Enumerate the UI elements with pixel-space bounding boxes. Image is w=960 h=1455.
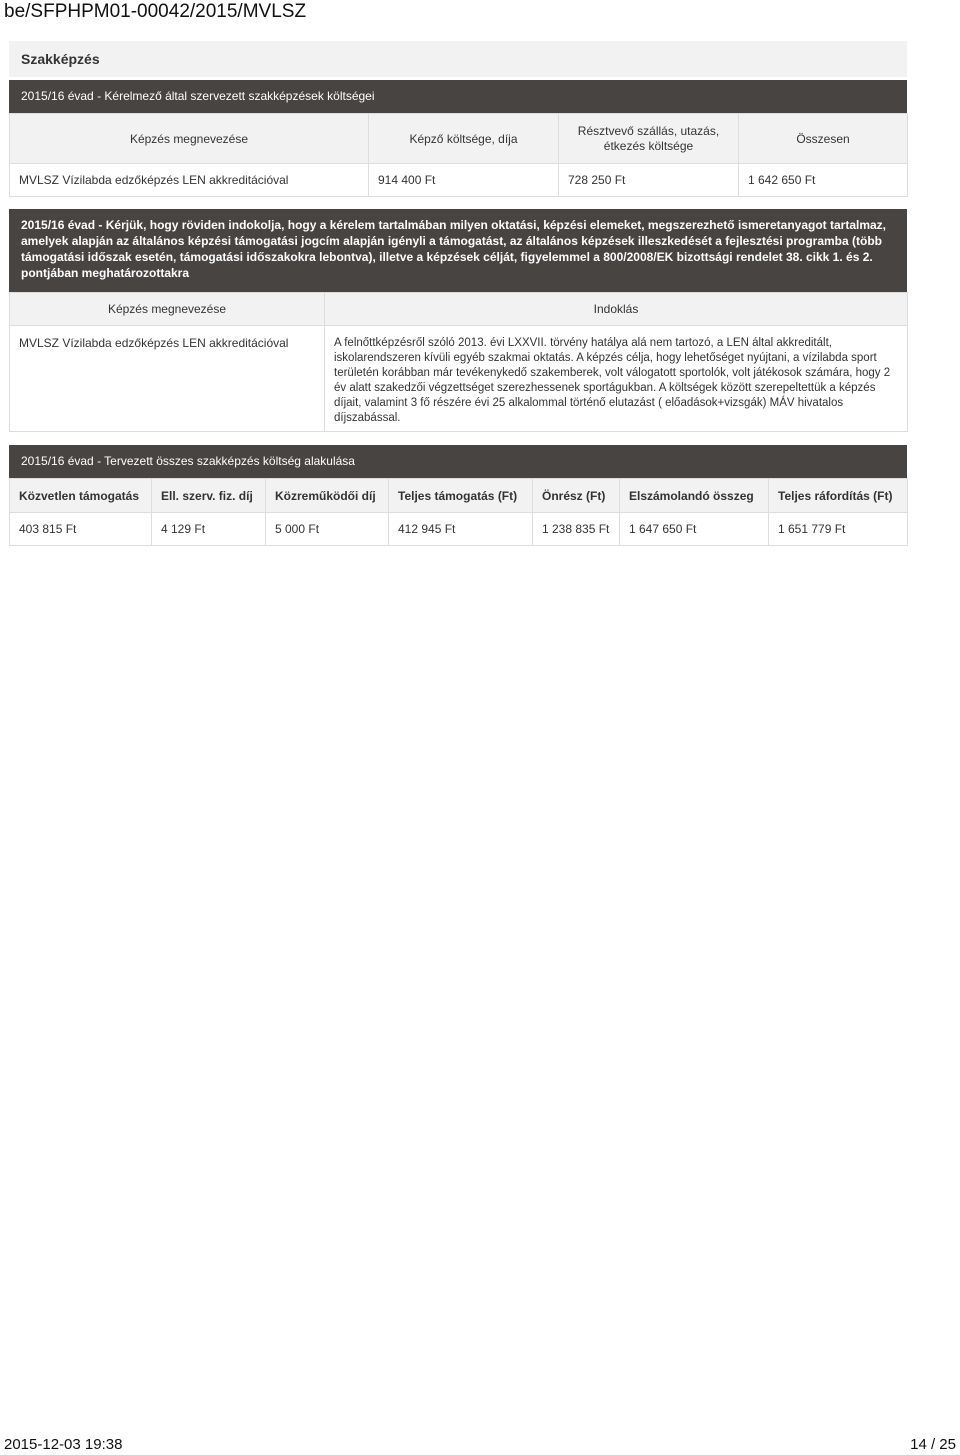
header-intermediary-fee: Közreműködői díj <box>266 479 389 513</box>
cell-total-support: 412 945 Ft <box>389 513 533 546</box>
cell-total-expenditure: 1 651 779 Ft <box>769 513 908 546</box>
justification-panel <box>9 209 907 432</box>
header-total-support: Teljes támogatás (Ft) <box>389 479 533 513</box>
cell-training-name: MVLSZ Vízilabda edzőképzés LEN akkreditációval <box>10 326 325 432</box>
cell-accountable-amount: 1 647 650 Ft <box>620 513 769 546</box>
header-total-expenditure: Teljes ráfordítás (Ft) <box>769 479 908 513</box>
header-direct-support: Közvetlen támogatás <box>10 479 152 513</box>
footer-timestamp: 2015-12-03 19:38 <box>4 1436 123 1453</box>
cell-training-name: MVLSZ Vízilabda edzőképzés LEN akkreditációval <box>10 164 369 197</box>
header-control-fee: Ell. szerv. fiz. díj <box>152 479 266 513</box>
header-participant-cost: Résztvevő szállás, utazás, étkezés költsége <box>559 114 739 164</box>
cell-total: 1 642 650 Ft <box>739 164 908 197</box>
document-id: be/SFPHPM01-00042/2015/MVLSZ <box>4 1 307 22</box>
header-training-name: Képzés megnevezése <box>10 293 325 326</box>
header-training-name: Képzés megnevezése <box>10 114 369 164</box>
table-row <box>10 164 908 197</box>
footer-page-number: 14 / 25 <box>910 1436 956 1453</box>
cell-trainer-cost: 914 400 Ft <box>369 164 559 197</box>
cell-control-fee: 4 129 Ft <box>152 513 266 546</box>
cell-intermediary-fee: 5 000 Ft <box>266 513 389 546</box>
cell-direct-support: 403 815 Ft <box>10 513 152 546</box>
costs-panel-title: 2015/16 évad - Kérelmező által szervezett szakképzések költségei <box>9 80 907 113</box>
cell-reason: A felnőttképzésről szóló 2013. évi LXXVII. törvény hatálya alá nem tartozó, a LEN által akkreditált, iskolarendszeren kívüli egyéb szakmai oktatás. A képzés célja, hogy lehetőséget nyújtani, a vízilabda sport területén korábban már tevékenykedő szakemberek, volt válogatott sportolók, volt játékosok számára, hogy 2 év alatt szakedzői végzettséget szerezhessenek sportágukban. A költségek között szerepeltettük a képzés díjait, valamint 3 fő részére évi 25 alkalommal történő elutazást ( előadások+vizsgák) MÁV hivatalos díjszabással. <box>325 326 908 432</box>
justification-header-row <box>10 293 908 326</box>
costs-panel <box>9 80 907 197</box>
header-total: Összesen <box>739 114 908 164</box>
costs-table <box>9 113 908 197</box>
justification-panel-title: 2015/16 évad - Kérjük, hogy röviden indokolja, hogy a kérelem tartalmában milyen oktatási, képzési elemeket, megszerezhető ismeretanyagot tartalmaz, amelyek alapján az általános képzési támogatási jogcím alapján igényli a támogatást, az általános képzések illeszkedését a fejlesztési programba (több támogatási időszak esetén, támogatási időszakokra lebontva), illetve a képzések célját, figyelemmel a 800/2008/EK bizottsági rendelet 38. cikk 1. és 2. pontjában meghatározottakra <box>9 209 907 292</box>
header-own-share: Önrész (Ft) <box>533 479 620 513</box>
summary-table <box>9 478 908 546</box>
summary-header-row <box>10 479 908 513</box>
cell-own-share: 1 238 835 Ft <box>533 513 620 546</box>
header-accountable-amount: Elszámolandó összeg <box>620 479 769 513</box>
summary-panel <box>9 445 907 546</box>
summary-panel-title: 2015/16 évad - Tervezett összes szakképzés költség alakulása <box>9 445 907 478</box>
table-row <box>10 513 908 546</box>
section-title: Szakképzés <box>9 41 907 77</box>
table-row <box>10 326 908 432</box>
justification-table <box>9 292 908 432</box>
header-trainer-cost: Képző költsége, díja <box>369 114 559 164</box>
costs-header-row <box>10 114 908 164</box>
cell-participant-cost: 728 250 Ft <box>559 164 739 197</box>
header-reason: Indoklás <box>325 293 908 326</box>
